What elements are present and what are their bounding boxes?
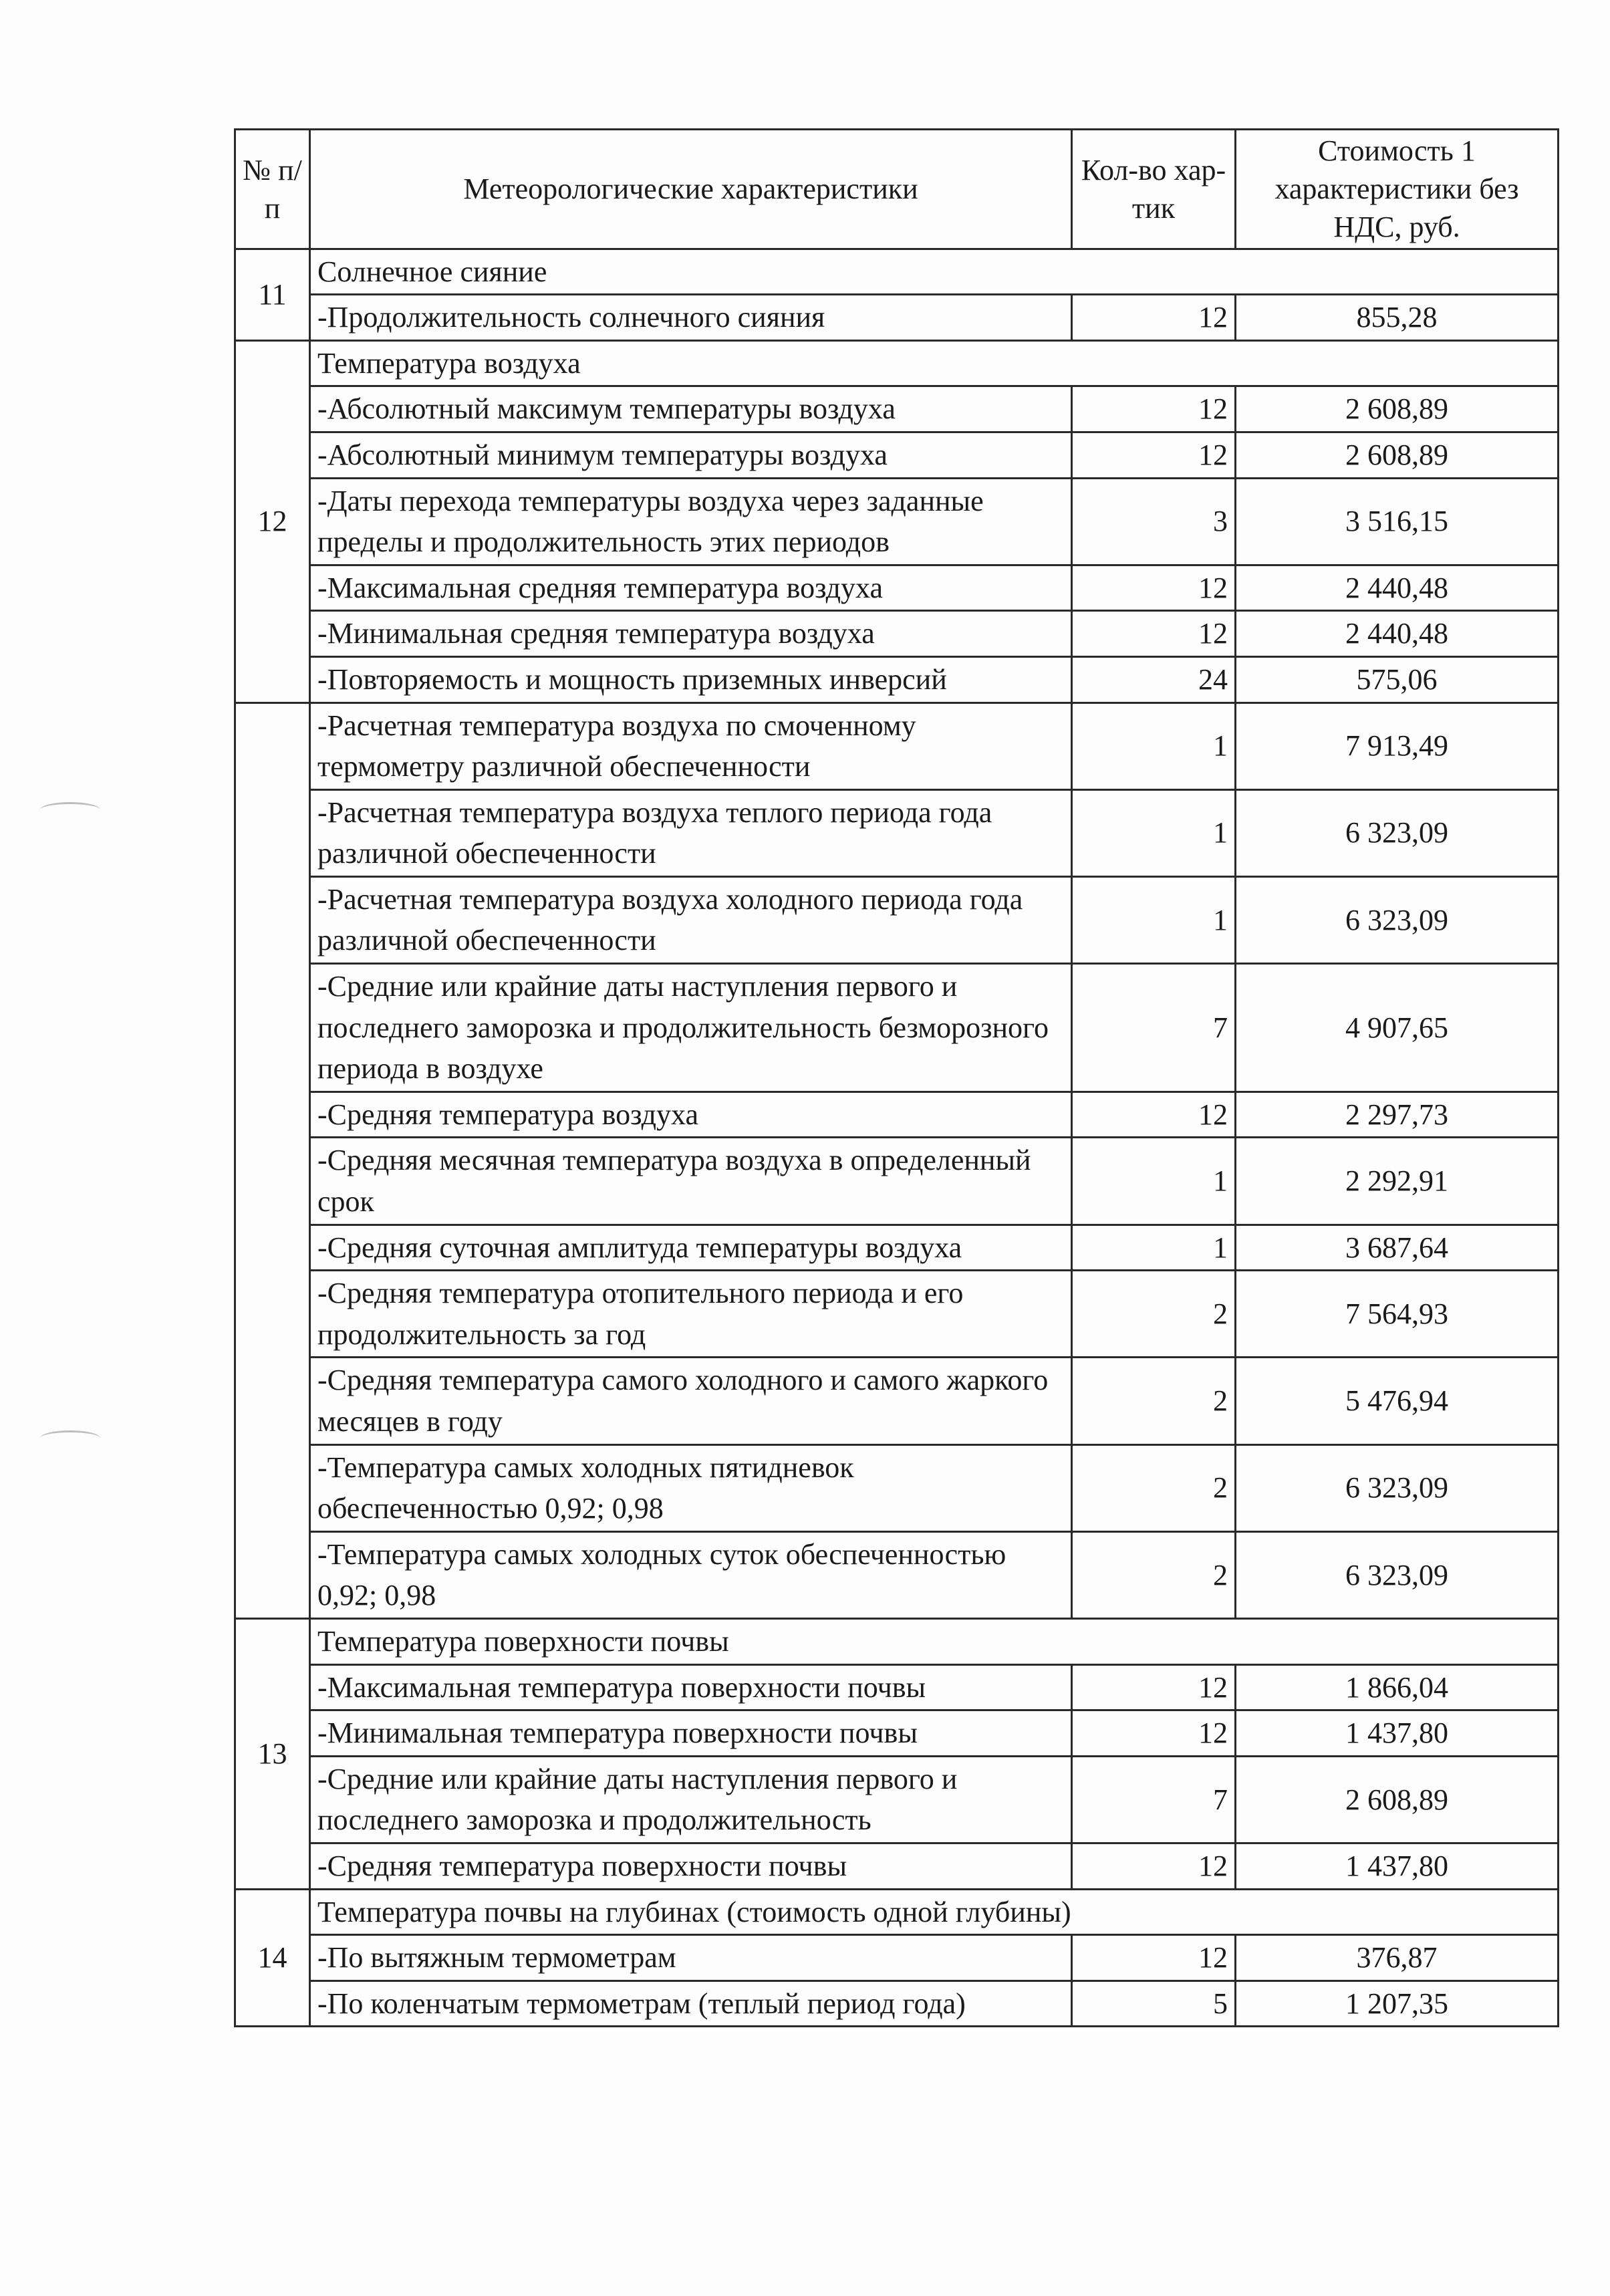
characteristic-name: -Даты перехода температуры воздуха через заданные пределы и продолжительность этих периодов — [310, 478, 1072, 565]
table-row — [235, 478, 1559, 565]
table-row — [235, 1531, 1559, 1618]
characteristic-cost: 1 437,80 — [1236, 1843, 1559, 1889]
characteristic-qty: 7 — [1072, 1756, 1236, 1843]
characteristic-cost: 376,87 — [1236, 1935, 1559, 1981]
characteristic-qty: 7 — [1072, 964, 1236, 1092]
characteristic-qty: 2 — [1072, 1531, 1236, 1618]
header-name: Метеорологические характеристики — [310, 130, 1072, 249]
meteo-price-table — [234, 128, 1559, 2027]
characteristic-cost: 1 866,04 — [1236, 1664, 1559, 1710]
characteristic-name: -Расчетная температура воздуха холодного периода года различной обеспеченности — [310, 876, 1072, 963]
characteristic-qty: 12 — [1072, 1664, 1236, 1710]
characteristic-cost: 2 608,89 — [1236, 1756, 1559, 1843]
characteristic-qty: 24 — [1072, 656, 1236, 703]
section-title-row — [235, 1618, 1559, 1664]
table-row — [235, 789, 1559, 876]
table-row — [235, 1092, 1559, 1138]
punch-hole-mark — [40, 1430, 100, 1446]
table-row — [235, 1981, 1559, 2027]
table-row — [235, 876, 1559, 963]
table-row — [235, 565, 1559, 611]
characteristic-cost: 5 476,94 — [1236, 1358, 1559, 1444]
characteristic-cost: 3 687,64 — [1236, 1225, 1559, 1271]
section-title-row — [235, 249, 1559, 295]
characteristic-qty: 12 — [1072, 386, 1236, 432]
table-row — [235, 386, 1559, 432]
characteristic-cost: 7 913,49 — [1236, 703, 1559, 789]
characteristic-qty: 12 — [1072, 565, 1236, 611]
characteristic-cost: 6 323,09 — [1236, 1444, 1559, 1531]
table-row — [235, 1225, 1559, 1271]
table-row — [235, 1664, 1559, 1710]
characteristic-qty: 1 — [1072, 1225, 1236, 1271]
characteristic-cost: 2 440,48 — [1236, 565, 1559, 611]
characteristic-cost: 6 323,09 — [1236, 876, 1559, 963]
header-num: № п/п — [235, 130, 310, 249]
row-number: 12 — [235, 340, 310, 703]
characteristic-name: -Средняя месячная температура воздуха в определенный срок — [310, 1138, 1072, 1225]
characteristic-qty: 1 — [1072, 876, 1236, 963]
table-row — [235, 1358, 1559, 1444]
table-row — [235, 611, 1559, 657]
table-row — [235, 1756, 1559, 1843]
characteristic-cost: 2 608,89 — [1236, 386, 1559, 432]
table-row — [235, 1444, 1559, 1531]
characteristic-name: -Расчетная температура воздуха теплого периода года различной обеспеченности — [310, 789, 1072, 876]
section-title-row — [235, 1889, 1559, 1935]
characteristic-qty: 2 — [1072, 1271, 1236, 1358]
characteristic-cost: 575,06 — [1236, 656, 1559, 703]
characteristic-qty: 2 — [1072, 1358, 1236, 1444]
section-title-row — [235, 340, 1559, 386]
characteristic-cost: 2 297,73 — [1236, 1092, 1559, 1138]
table-row — [235, 1935, 1559, 1981]
section-title: Температура поверхности почвы — [310, 1618, 1559, 1664]
characteristic-name: -Максимальная температура поверхности почвы — [310, 1664, 1072, 1710]
table-row — [235, 1710, 1559, 1757]
table-body — [235, 249, 1559, 2027]
characteristic-cost: 2 292,91 — [1236, 1138, 1559, 1225]
characteristic-name: -Температура самых холодных суток обеспеченностью 0,92; 0,98 — [310, 1531, 1072, 1618]
characteristic-qty: 2 — [1072, 1444, 1236, 1531]
characteristic-cost: 3 516,15 — [1236, 478, 1559, 565]
characteristic-cost: 1 207,35 — [1236, 1981, 1559, 2027]
characteristic-cost: 855,28 — [1236, 295, 1559, 341]
table-row — [235, 432, 1559, 478]
characteristic-name: -Температура самых холодных пятидневок обеспеченностью 0,92; 0,98 — [310, 1444, 1072, 1531]
characteristic-qty: 1 — [1072, 703, 1236, 789]
characteristic-qty: 5 — [1072, 1981, 1236, 2027]
table-row — [235, 1843, 1559, 1889]
row-number: 14 — [235, 1889, 310, 2027]
section-title: Солнечное сияние — [310, 249, 1559, 295]
characteristic-qty: 12 — [1072, 432, 1236, 478]
characteristic-name: -Средняя суточная амплитуда температуры воздуха — [310, 1225, 1072, 1271]
table-header-row — [235, 130, 1559, 249]
characteristic-name: -Абсолютный максимум температуры воздуха — [310, 386, 1072, 432]
section-title: Температура воздуха — [310, 340, 1559, 386]
table-row — [235, 1271, 1559, 1358]
characteristic-name: -Средняя температура самого холодного и самого жаркого месяцев в году — [310, 1358, 1072, 1444]
characteristic-name: -Средние или крайние даты наступления первого и последнего заморозка и продолжительность безморозного периода в воздухе — [310, 964, 1072, 1092]
characteristic-name: -Абсолютный минимум температуры воздуха — [310, 432, 1072, 478]
row-number — [235, 703, 310, 1618]
characteristic-qty: 12 — [1072, 1843, 1236, 1889]
characteristic-name: -Средняя температура отопительного периода и его продолжительность за год — [310, 1271, 1072, 1358]
characteristic-name: -Минимальная средняя температура воздуха — [310, 611, 1072, 657]
table-row — [235, 656, 1559, 703]
characteristic-qty: 12 — [1072, 1935, 1236, 1981]
characteristic-cost: 6 323,09 — [1236, 789, 1559, 876]
section-title: Температура почвы на глубинах (стоимость одной глубины) — [310, 1889, 1559, 1935]
characteristic-cost: 7 564,93 — [1236, 1271, 1559, 1358]
characteristic-qty: 3 — [1072, 478, 1236, 565]
characteristic-qty: 12 — [1072, 611, 1236, 657]
characteristic-name: -Максимальная средняя температура воздуха — [310, 565, 1072, 611]
table-row — [235, 703, 1559, 789]
characteristic-qty: 1 — [1072, 789, 1236, 876]
characteristic-cost: 4 907,65 — [1236, 964, 1559, 1092]
characteristic-cost: 6 323,09 — [1236, 1531, 1559, 1618]
characteristic-name: -Средняя температура воздуха — [310, 1092, 1072, 1138]
table-row — [235, 1138, 1559, 1225]
characteristic-cost: 2 440,48 — [1236, 611, 1559, 657]
header-qty: Кол-во хар-тик — [1072, 130, 1236, 249]
characteristic-cost: 2 608,89 — [1236, 432, 1559, 478]
characteristic-qty: 12 — [1072, 1092, 1236, 1138]
table-row — [235, 964, 1559, 1092]
characteristic-name: -По вытяжным термометрам — [310, 1935, 1072, 1981]
row-number: 13 — [235, 1618, 310, 1889]
table-row — [235, 295, 1559, 341]
characteristic-qty: 12 — [1072, 1710, 1236, 1757]
characteristic-qty: 1 — [1072, 1138, 1236, 1225]
characteristic-name: -Средняя температура поверхности почвы — [310, 1843, 1072, 1889]
characteristic-name: -Средние или крайние даты наступления первого и последнего заморозка и продолжительность — [310, 1756, 1072, 1843]
characteristic-name: -Минимальная температура поверхности почвы — [310, 1710, 1072, 1757]
header-cost: Стоимость 1 характеристики без НДС, руб. — [1236, 130, 1559, 249]
characteristic-name: -По коленчатым термометрам (теплый период года) — [310, 1981, 1072, 2027]
row-number: 11 — [235, 249, 310, 340]
characteristic-cost: 1 437,80 — [1236, 1710, 1559, 1757]
characteristic-name: -Расчетная температура воздуха по смоченному термометру различной обеспеченности — [310, 703, 1072, 789]
characteristic-qty: 12 — [1072, 295, 1236, 341]
punch-hole-mark — [40, 802, 100, 817]
characteristic-name: -Повторяемость и мощность приземных инверсий — [310, 656, 1072, 703]
characteristic-name: -Продолжительность солнечного сияния — [310, 295, 1072, 341]
